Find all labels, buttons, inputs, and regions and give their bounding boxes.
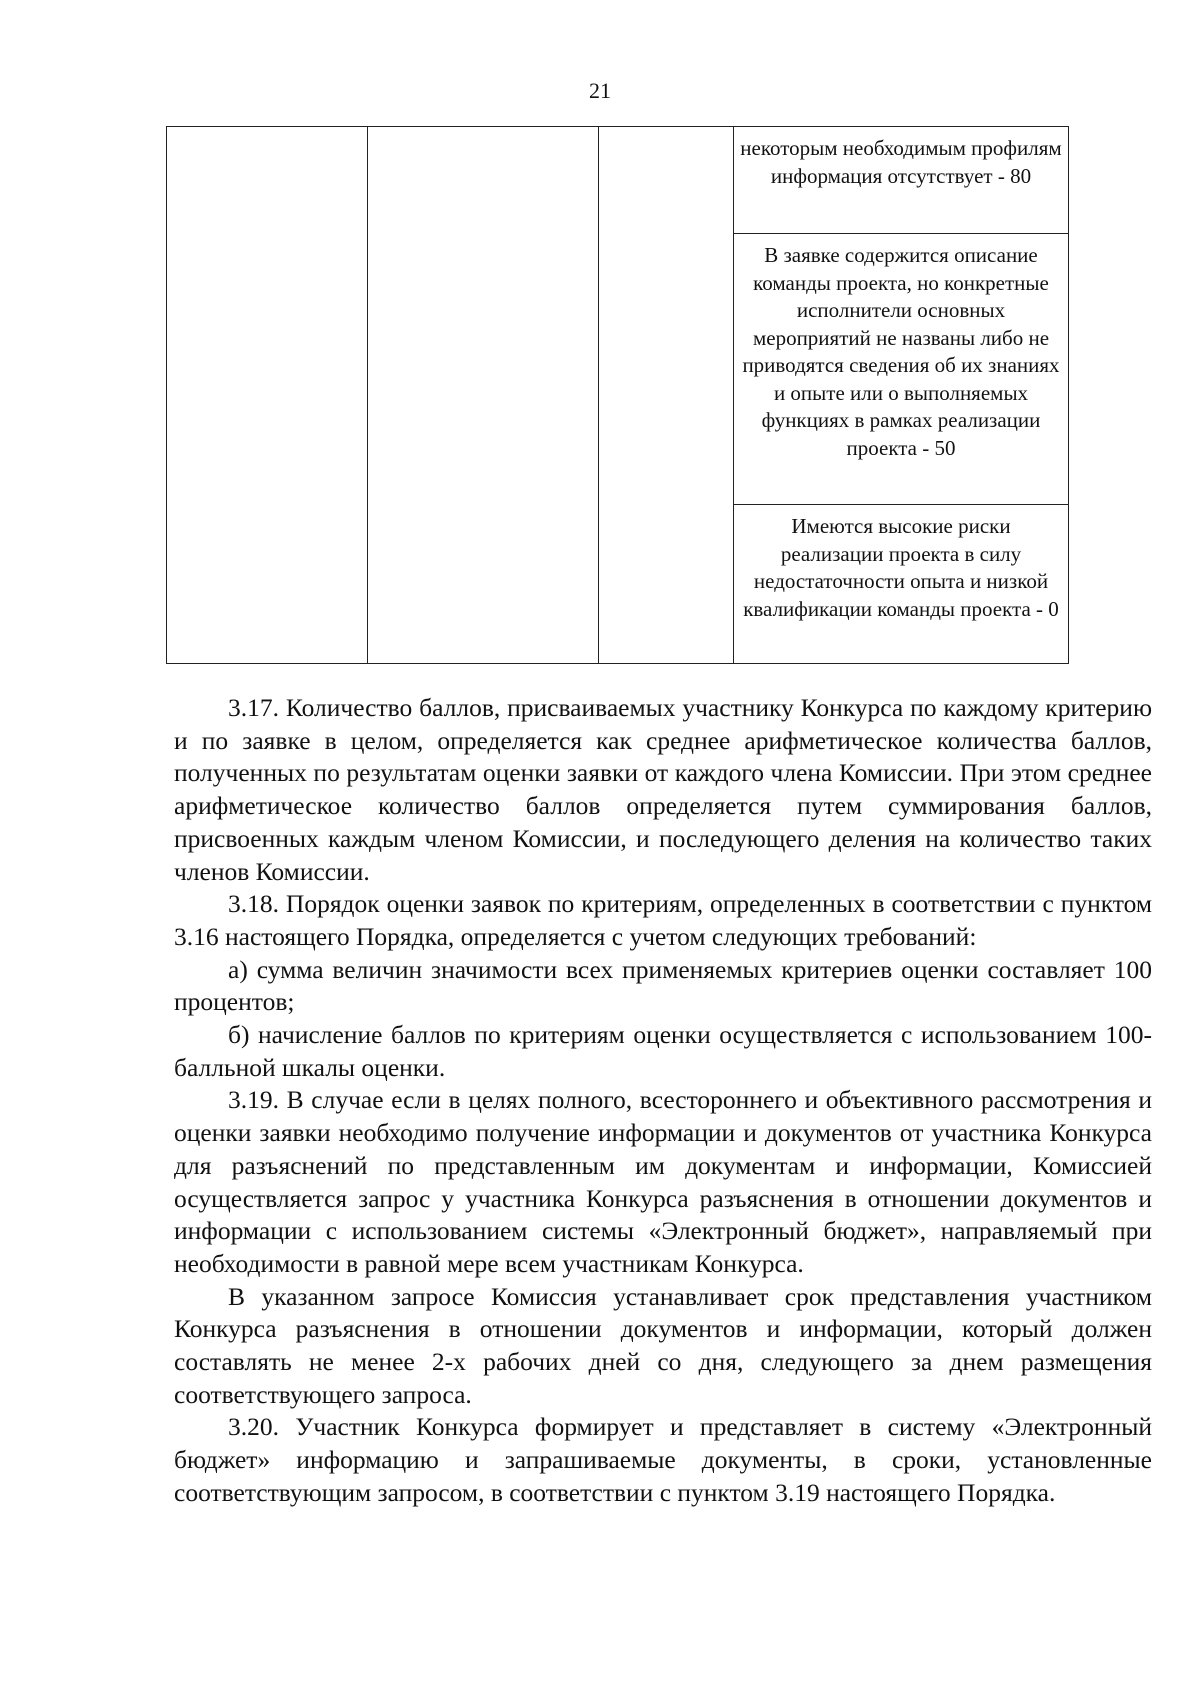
score-row-50: В заявке содержится описание команды проекта, но конкретные исполнители основных мероприятий не названы либо не приводятся сведения об их знаниях и опыте или о выполняемых функциях в рамках реализации проекта - 50	[734, 233, 1068, 504]
table-cell-scores	[734, 127, 1069, 664]
score-row-80: некоторым необходимым профилям информация отсутствует - 80	[740, 136, 1062, 188]
criteria-table	[166, 126, 1069, 664]
paragraph-3-19-request: В указанном запросе Комиссия устанавливает срок представления участником Конкурса разъяснения в отношении документов и информации, который должен составлять не менее 2-х рабочих дней со дня, следующего за днем размещения соответствующего запроса.	[174, 1281, 1152, 1409]
page-number: 21	[589, 78, 611, 103]
table-cell-empty-3	[599, 127, 734, 664]
paragraph-3-19: 3.19. В случае если в целях полного, всестороннего и объективного рассмотрения и оценки заявки необходимо получение информации и документов от участника Конкурса для разъяснений по представленным им документам и информации, Комиссией осуществляется запрос у участника Конкурса разъяснения в отношении документов и информации с использованием системы «Электронный бюджет», направляемый при необходимости в равной мере всем участникам Конкурса.	[174, 1085, 1152, 1278]
table-cell-empty-1	[167, 127, 368, 664]
paragraph-3-18-b: б) начисление баллов по критериям оценки осуществляется с использованием 100-балльной шкалы оценки.	[174, 1020, 1152, 1082]
score-row-0: Имеются высокие риски реализации проекта в силу недостаточности опыта и низкой квалификации команды проекта - 0	[734, 504, 1068, 663]
paragraph-3-20: 3.20. Участник Конкурса формирует и представляет в систему «Электронный бюджет» информацию и запрашиваемые документы, в сроки, установленные соответствующим запросом, в соответствии с пунктом 3.19 настоящего Порядка.	[174, 1412, 1152, 1507]
document-body	[174, 692, 1152, 1510]
table-row	[167, 127, 1069, 664]
table-cell-empty-2	[368, 127, 599, 664]
paragraph-3-18: 3.18. Порядок оценки заявок по критериям, определенных в соответствии с пунктом 3.16 настоящего Порядка, определяется с учетом следующих требований:	[174, 889, 1152, 951]
paragraph-3-18-a: а) сумма величин значимости всех применяемых критериев оценки составляет 100 процентов;	[174, 954, 1152, 1017]
paragraph-3-17: 3.17. Количество баллов, присваиваемых участнику Конкурса по каждому критерию и по заявке в целом, определяется как среднее арифметическое количества баллов, полученных по результатам оценки заявки от каждого члена Комиссии. При этом среднее арифметическое количество баллов определяется путем суммирования баллов, присвоенных каждым членом Комиссии, и последующего деления на количество таких членов Комиссии.	[174, 693, 1152, 886]
